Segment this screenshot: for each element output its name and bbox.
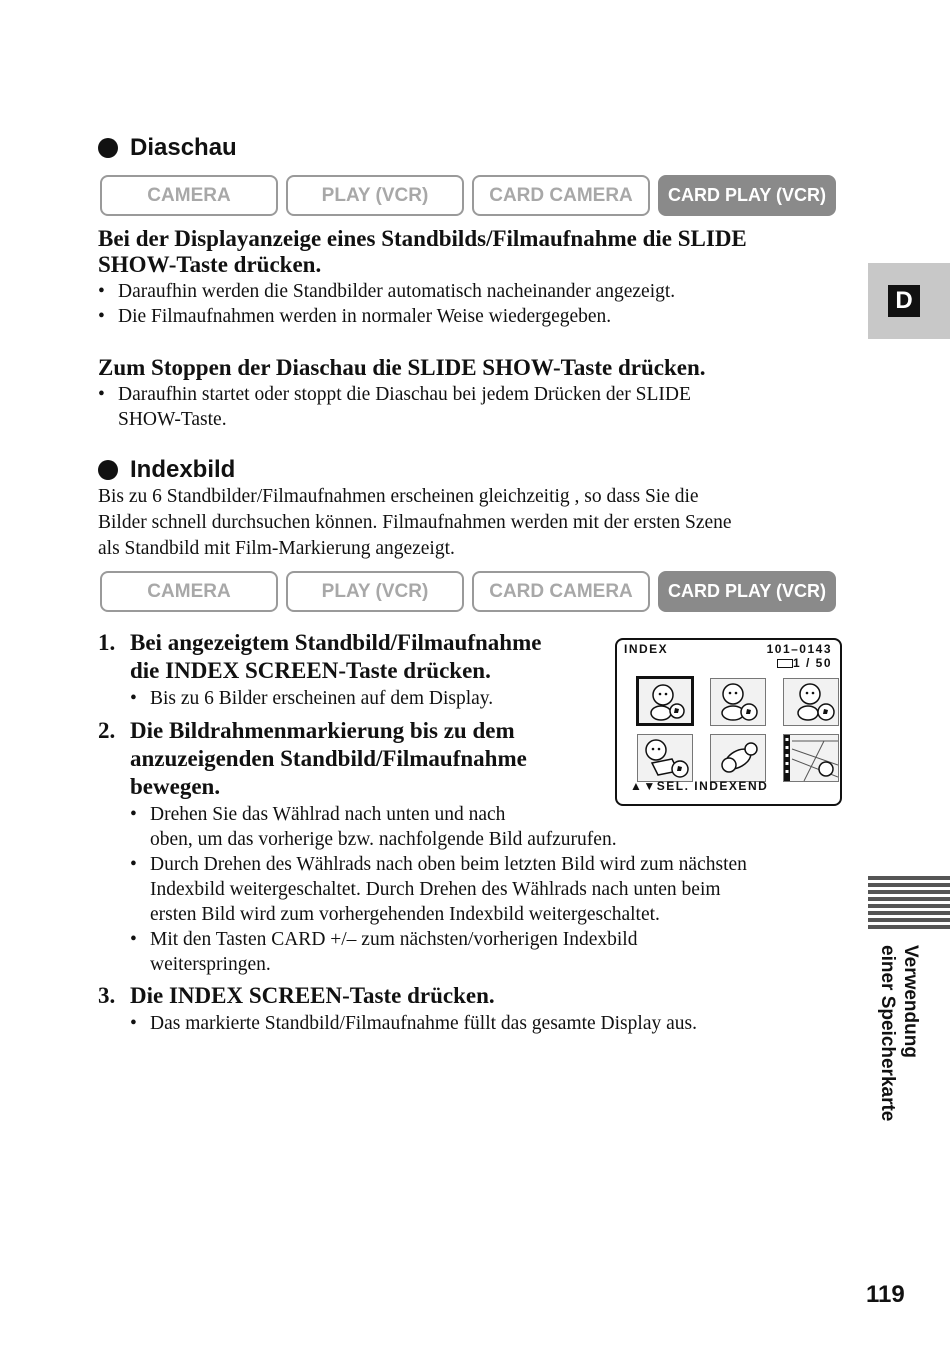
index-step-1: 1. Bei angezeigtem Standbild/Filmaufnahme die INDEX SCREEN-Taste drücken. • Bis zu 6 Bilder erscheinen auf dem Display. bbox=[98, 629, 608, 711]
chapter-side-label: Verwendung einer Speicherkarte bbox=[877, 945, 921, 1122]
chapter-tab-letter: D bbox=[888, 285, 920, 317]
list-item: • Mit den Tasten CARD +/– zum nächsten/vorherigen Indexbild weiterspringen. bbox=[130, 929, 638, 975]
thumbnail bbox=[710, 734, 766, 782]
thumbnail bbox=[783, 678, 839, 726]
list-item: • Bis zu 6 Bilder erscheinen auf dem Display. bbox=[130, 688, 494, 709]
mode-camera: CAMERA bbox=[100, 175, 278, 216]
mode-card-play-vcr: CARD PLAY (VCR) bbox=[658, 175, 836, 216]
index-screen-illustration bbox=[615, 638, 842, 806]
bullet-dot-icon bbox=[98, 460, 118, 480]
list-item: • Die Filmaufnahmen werden in normaler Weise wiedergegeben. bbox=[98, 306, 612, 327]
mode-camera: CAMERA bbox=[100, 571, 278, 612]
screen-index-label: INDEX bbox=[624, 642, 669, 656]
slideshow-step1-title: Bei der Displayanzeige eines Standbilds/Filmaufnahme die SLIDE SHOW-Taste drücken. bbox=[98, 226, 747, 277]
list-item: • Drehen Sie das Wählrad nach unten und nach oben, um das vorherige bzw. nachfolgende Bild aufzurufen. bbox=[130, 804, 617, 850]
film-mark-icon bbox=[784, 735, 838, 781]
mode-card-play-vcr: CARD PLAY (VCR) bbox=[658, 571, 836, 612]
thumbnail bbox=[710, 678, 766, 726]
slideshow-step2-bullets bbox=[98, 382, 858, 432]
bullet-dot-icon bbox=[98, 138, 118, 158]
mode-card-camera: CARD CAMERA bbox=[472, 175, 650, 216]
slideshow-step2-title: Zum Stoppen der Diaschau die SLIDE SHOW-Taste drücken. bbox=[98, 355, 706, 380]
index-intro: Bis zu 6 Standbilder/Filmaufnahmen erscheinen gleichzeitig , so dass Sie die Bilder schnell durchsuchen können. Filmaufnahmen werden mit der ersten Szene als Standbild mit Film-Markierung angezeigt. bbox=[98, 486, 732, 559]
list-item: • Daraufhin werden die Standbilder automatisch nacheinander angezeigt. bbox=[98, 281, 676, 302]
baby-image-icon bbox=[639, 679, 691, 723]
page-number: 119 bbox=[866, 1281, 905, 1308]
index-step-2: 2. Die Bildrahmenmarkierung bis zu dem anzuzeigenden Standbild/Filmaufnahme bewegen. • Drehen Sie das Wählrad nach unten und nach oben, um das vorherige bzw. nachfolgende Bild aufzurufen. • Durch Drehen des Wählrads nach oben beim letzten Bild wird zum nächsten Indexbild weitergeschaltet. Durch Drehen des Wählrads nach unten beim ersten Bild wird zum vorhergehenden Indexbild weitergeschaltet. • Mit den Tasten CARD +/– zum nächsten/vorherigen Indexbild weiterspringen. bbox=[98, 717, 858, 977]
card-icon bbox=[777, 659, 793, 668]
chapter-tab bbox=[868, 263, 950, 339]
mode-play-vcr: PLAY (VCR) bbox=[286, 175, 464, 216]
mode-indicator-bar bbox=[100, 571, 836, 612]
mode-play-vcr: PLAY (VCR) bbox=[286, 571, 464, 612]
list-item: • Durch Drehen des Wählrads nach oben beim letzten Bild wird zum nächsten Indexbild weitergeschaltet. Durch Drehen des Wählrads nach unten beim ersten Bild wird zum vorhergehenden Indexbild weitergeschaltet. bbox=[130, 854, 747, 925]
screen-file-number: 101–0143 bbox=[766, 642, 832, 656]
thumbnail bbox=[637, 734, 693, 782]
thumbnail-selected bbox=[636, 676, 694, 726]
screen-footer: ▲▼SEL. INDEXEND bbox=[630, 779, 769, 793]
chapter-stripes bbox=[868, 876, 950, 932]
slideshow-step1-bullets bbox=[98, 279, 858, 329]
section-heading-slideshow: Diaschau bbox=[98, 134, 237, 162]
list-item: • Das markierte Standbild/Filmaufnahme füllt das gesamte Display aus. bbox=[130, 1013, 697, 1034]
index-step-3: 3. Die INDEX SCREEN-Taste drücken. • Das markierte Standbild/Filmaufnahme füllt das gesamte Display aus. bbox=[98, 982, 858, 1036]
mode-card-camera: CARD CAMERA bbox=[472, 571, 650, 612]
list-item: • Daraufhin startet oder stoppt die Diaschau bei jedem Drücken der SLIDE SHOW-Taste. bbox=[98, 384, 691, 430]
thumbnail-movie bbox=[783, 734, 839, 782]
screen-card-counter: 1 / 50 bbox=[792, 656, 832, 670]
section-heading-index: Indexbild bbox=[98, 456, 235, 484]
mode-indicator-bar bbox=[100, 175, 836, 216]
